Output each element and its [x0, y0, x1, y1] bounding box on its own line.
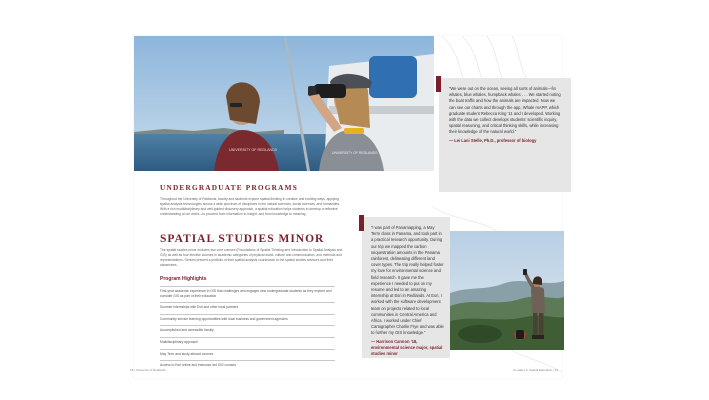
students-on-boat-photo: [134, 36, 434, 171]
list-item: First-year academic experience in GIS that challenges and engages new undergraduate students as they explore and consider GIS as part of their education: [160, 286, 335, 302]
footer-left-page-number: 18 | University of Redlands: [130, 368, 166, 372]
student-quote-box: [362, 217, 450, 358]
list-item: Accomplished and accessible faculty: [160, 325, 335, 337]
list-item: Multidisciplinary approach: [160, 337, 335, 349]
spatial-studies-minor-body: The spatial studies minor includes two core courses (Foundations of Spatial Thinking and Introduction to Spatial Analysis and GIS) as well as four elective courses in academic categories of physical world, culture and communication, and methods and representations. Seniors present a portfolio of their spatial analysis coursework to the spatial studies advisors and their classmates.: [160, 248, 343, 267]
list-item: Summer internships with Esri and other local partners: [160, 302, 335, 314]
brochure-spread: [130, 36, 562, 379]
shirt-text-left: UNIVERSITY OF REDLANDS: [229, 148, 278, 152]
list-item: Access to Esri online and instructor-led GIS courses: [160, 360, 335, 372]
undergraduate-programs-body: Throughout the University of Redlands, faculty and students explore spatial thinking in creative and exciting ways, applying spatial analysis technologies across a wide spectrum of disciplines in the natural sciences, social sciences, and humanities. With a rich multidisciplinary and well-guided discovery approach, a spatial education helps students to develop a reflective understanding of our world—to proceed from information to insight, and from knowledge to meaning.: [160, 197, 340, 216]
quote-accent-bar: [359, 215, 364, 231]
student-quote-text: “I was part of Panamapping, a May Term class in Panama, and took part in a practical research opportunity. During our trip we mapped the carbon sequestration amounts in the Panama rainforest, delineating different land cover types. The trip really helped foster my love for environmental science and field research. It gave me the experience I needed to put on my resume and led to an amazing internship at Esri in Redlands. At Esri, I worked with the software development team on projects related to local communities in Central America and Africa. I worked under Chief Cartographer Charlie Frye and was able to further my GIS knowledge.”: [371, 225, 444, 336]
spatial-studies-minor-title: SPATIAL STUDIES MINOR: [160, 233, 325, 245]
list-item: May Term and study abroad courses: [160, 349, 335, 361]
undergraduate-programs-heading: UNDERGRADUATE PROGRAMS: [160, 183, 298, 192]
student-quote-attribution: — Harrison Cannon ’18, environmental science major, spatial studies minor: [371, 338, 443, 356]
program-highlights-list: [160, 286, 335, 372]
faculty-quote-box: [439, 78, 571, 192]
faculty-quote-text: “We were out on the ocean, seeing all sorts of animals—fin whales, blue whales, humpback whales . . . We started noting the boat traffic and how the animals are impacted. Now we can see our charts and through the app, Whale mAPP, which graduate student Rebecca King ’11 and I developed. Working with the data we collect develops students’ scientific inquiry, spatial reasoning, and critical thinking skills, while increasing their knowledge of the natural world.”: [449, 86, 561, 135]
list-item: Community service learning opportunities with local business and government agencies: [160, 314, 335, 326]
shirt-text-right: UNIVERSITY OF REDLANDS: [332, 151, 378, 155]
program-highlights-title: Program Highlights: [160, 276, 207, 282]
quote-accent-bar: [436, 76, 441, 92]
student-mountain-photo: [450, 231, 564, 350]
faculty-quote-attribution: — Lei Lani Stelle, Ph.D., professor of biology: [449, 137, 537, 143]
footer-right-page-number: A Leader in Spatial Education | 19: [512, 368, 558, 372]
